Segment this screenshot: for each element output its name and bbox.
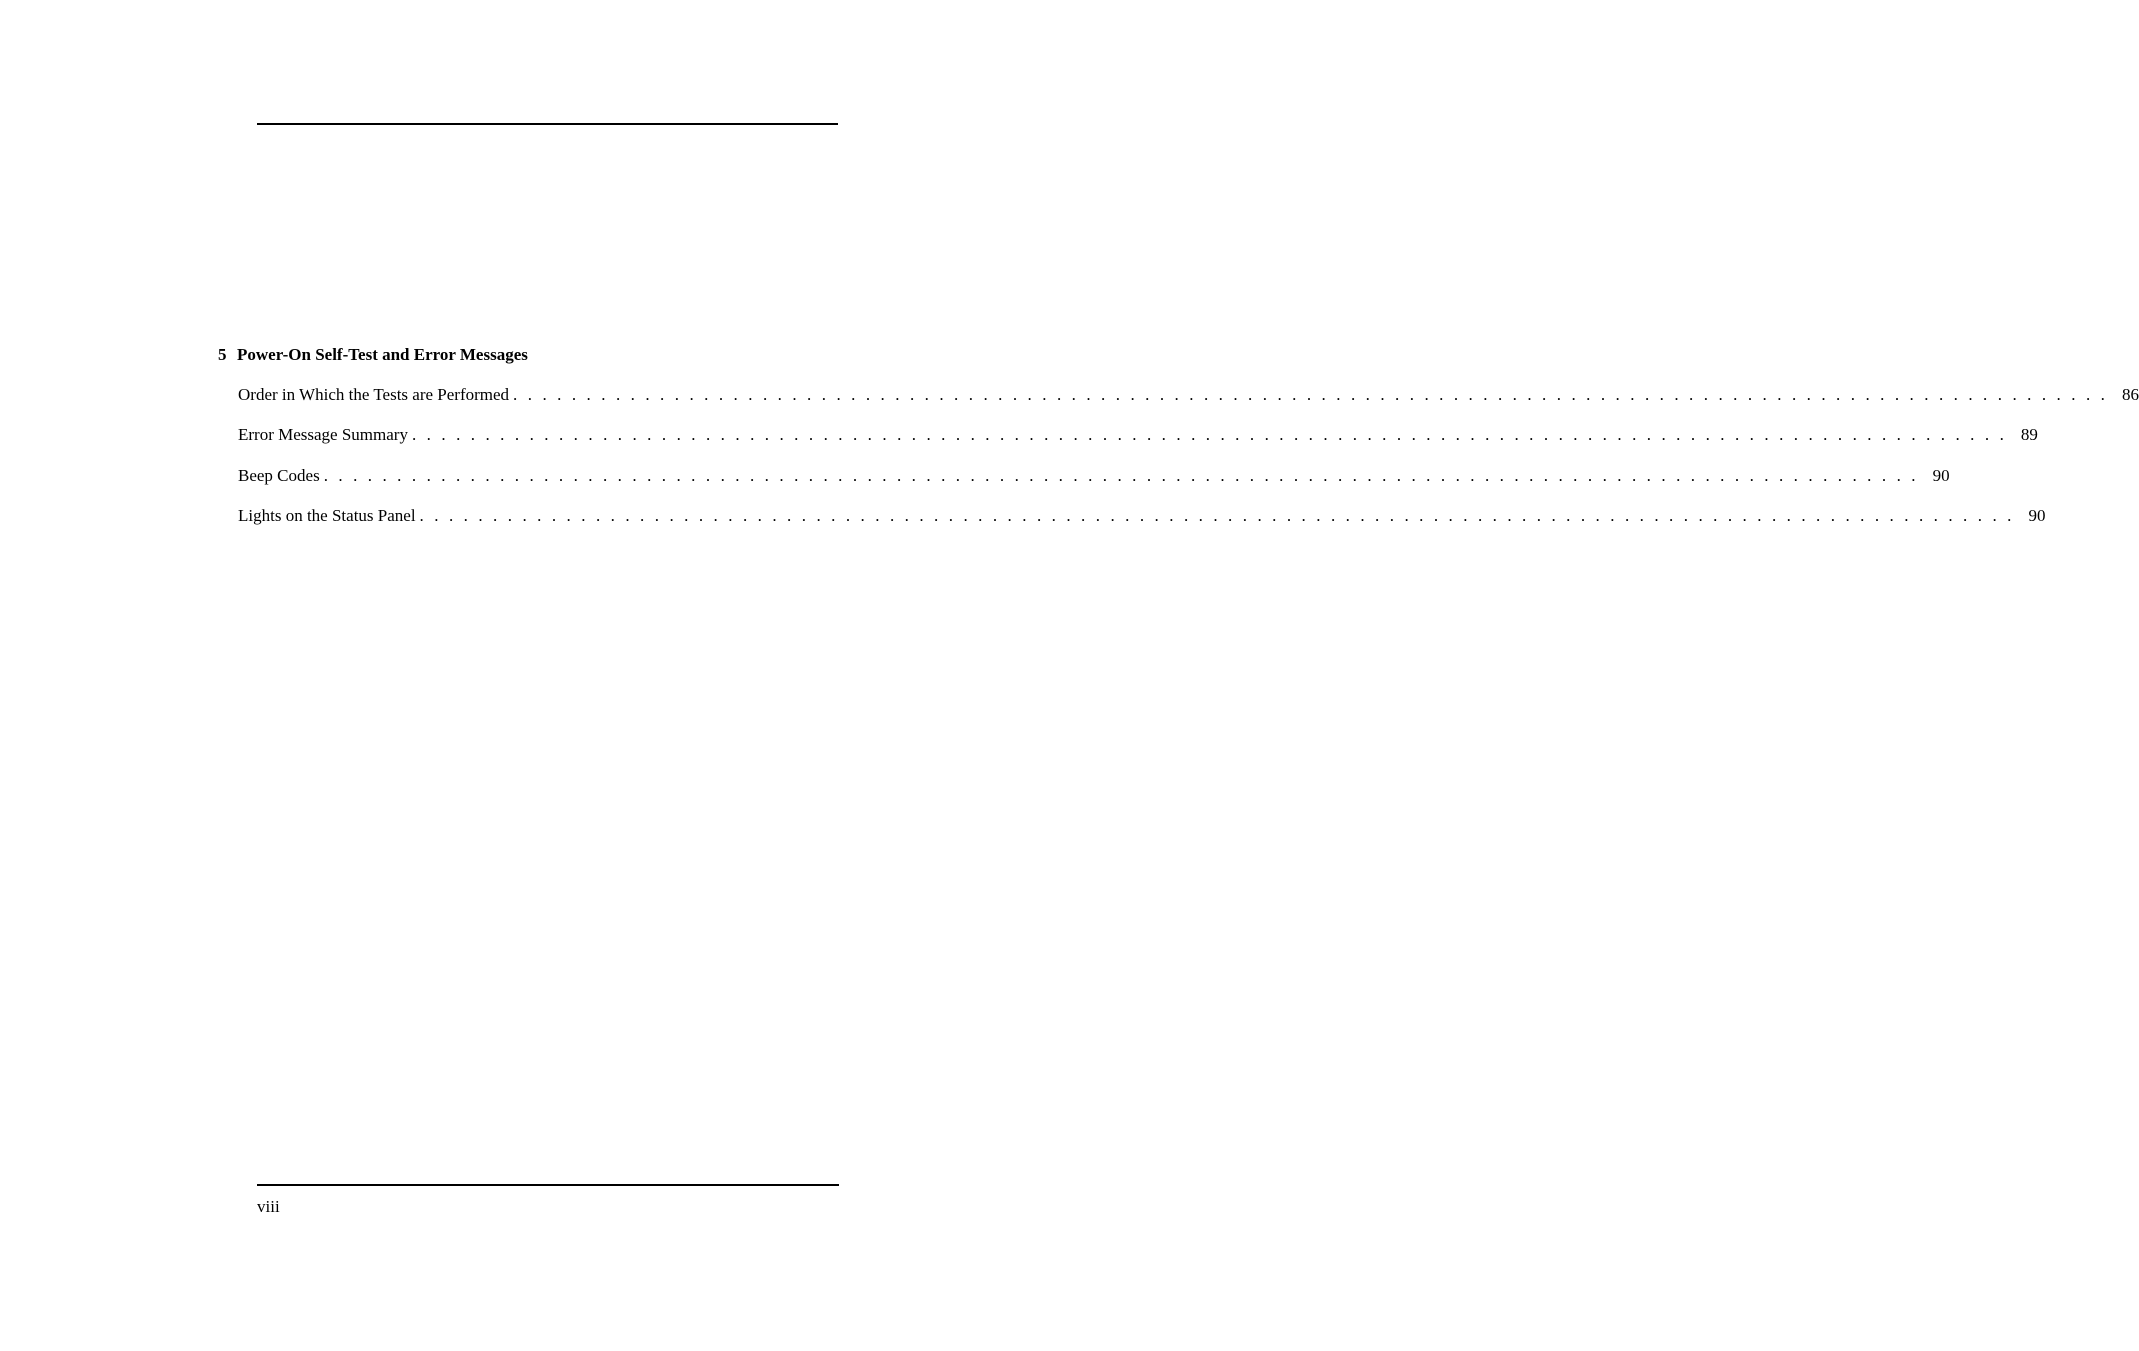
toc-entry-page: 90 [1932,465,1950,485]
dot-leader: . . . . . . . . . . . . . . . . . . . . . . . . . . . . . . . . . . . . . . . . . . . . . . . . . . . . . . . . . . . . . . . . . . . . . . . . . . . . . . . . . . . . . . . . . . . . . . . . . . . . . . . . . . . . . [513,385,2108,404]
toc-entry[interactable] [238,465,1950,505]
toc-entry-page: 89 [2020,425,2038,445]
dot-leader: . . . . . . . . . . . . . . . . . . . . . . . . . . . . . . . . . . . . . . . . . . . . . . . . . . . . . . . . . . . . . . . . . . . . . . . . . . . . . . . . . . . . . . . . . . . . . . . . . . . . . . . . . . . . . [411,425,2007,445]
toc-entry-page: 90 [2028,505,2046,525]
toc-entry-title: Error Message Summary [238,425,408,445]
toc-entry-page: 86 [2122,385,2139,404]
dot-leader: . . . . . . . . . . . . . . . . . . . . . . . . . . . . . . . . . . . . . . . . . . . . . . . . . . . . . . . . . . . . . . . . . . . . . . . . . . . . . . . . . . . . . . . . . . . . . . . . . . . . . . . . . . . . . [419,505,2015,525]
chapter-title: Power-On Self-Test and Error Messages [237,345,528,364]
toc-entry-list [238,384,2139,545]
toc-entry[interactable] [238,505,2046,545]
header-rule [257,123,838,125]
footer-rule [257,1184,839,1186]
chapter-number: 5 [218,345,227,364]
toc-entry[interactable] [238,384,2139,424]
toc-entry-title: Beep Codes [238,465,320,485]
toc-entry[interactable] [238,424,2038,464]
toc-entry-title: Order in Which the Tests are Performed [238,385,510,404]
dot-leader: . . . . . . . . . . . . . . . . . . . . . . . . . . . . . . . . . . . . . . . . . . . . . . . . . . . . . . . . . . . . . . . . . . . . . . . . . . . . . . . . . . . . . . . . . . . . . . . . . . . . . . . . . . . . . [323,465,1919,485]
page-number: viii [257,1197,280,1216]
chapter-heading [218,344,528,366]
toc-entry-title: Lights on the Status Panel [238,505,416,525]
